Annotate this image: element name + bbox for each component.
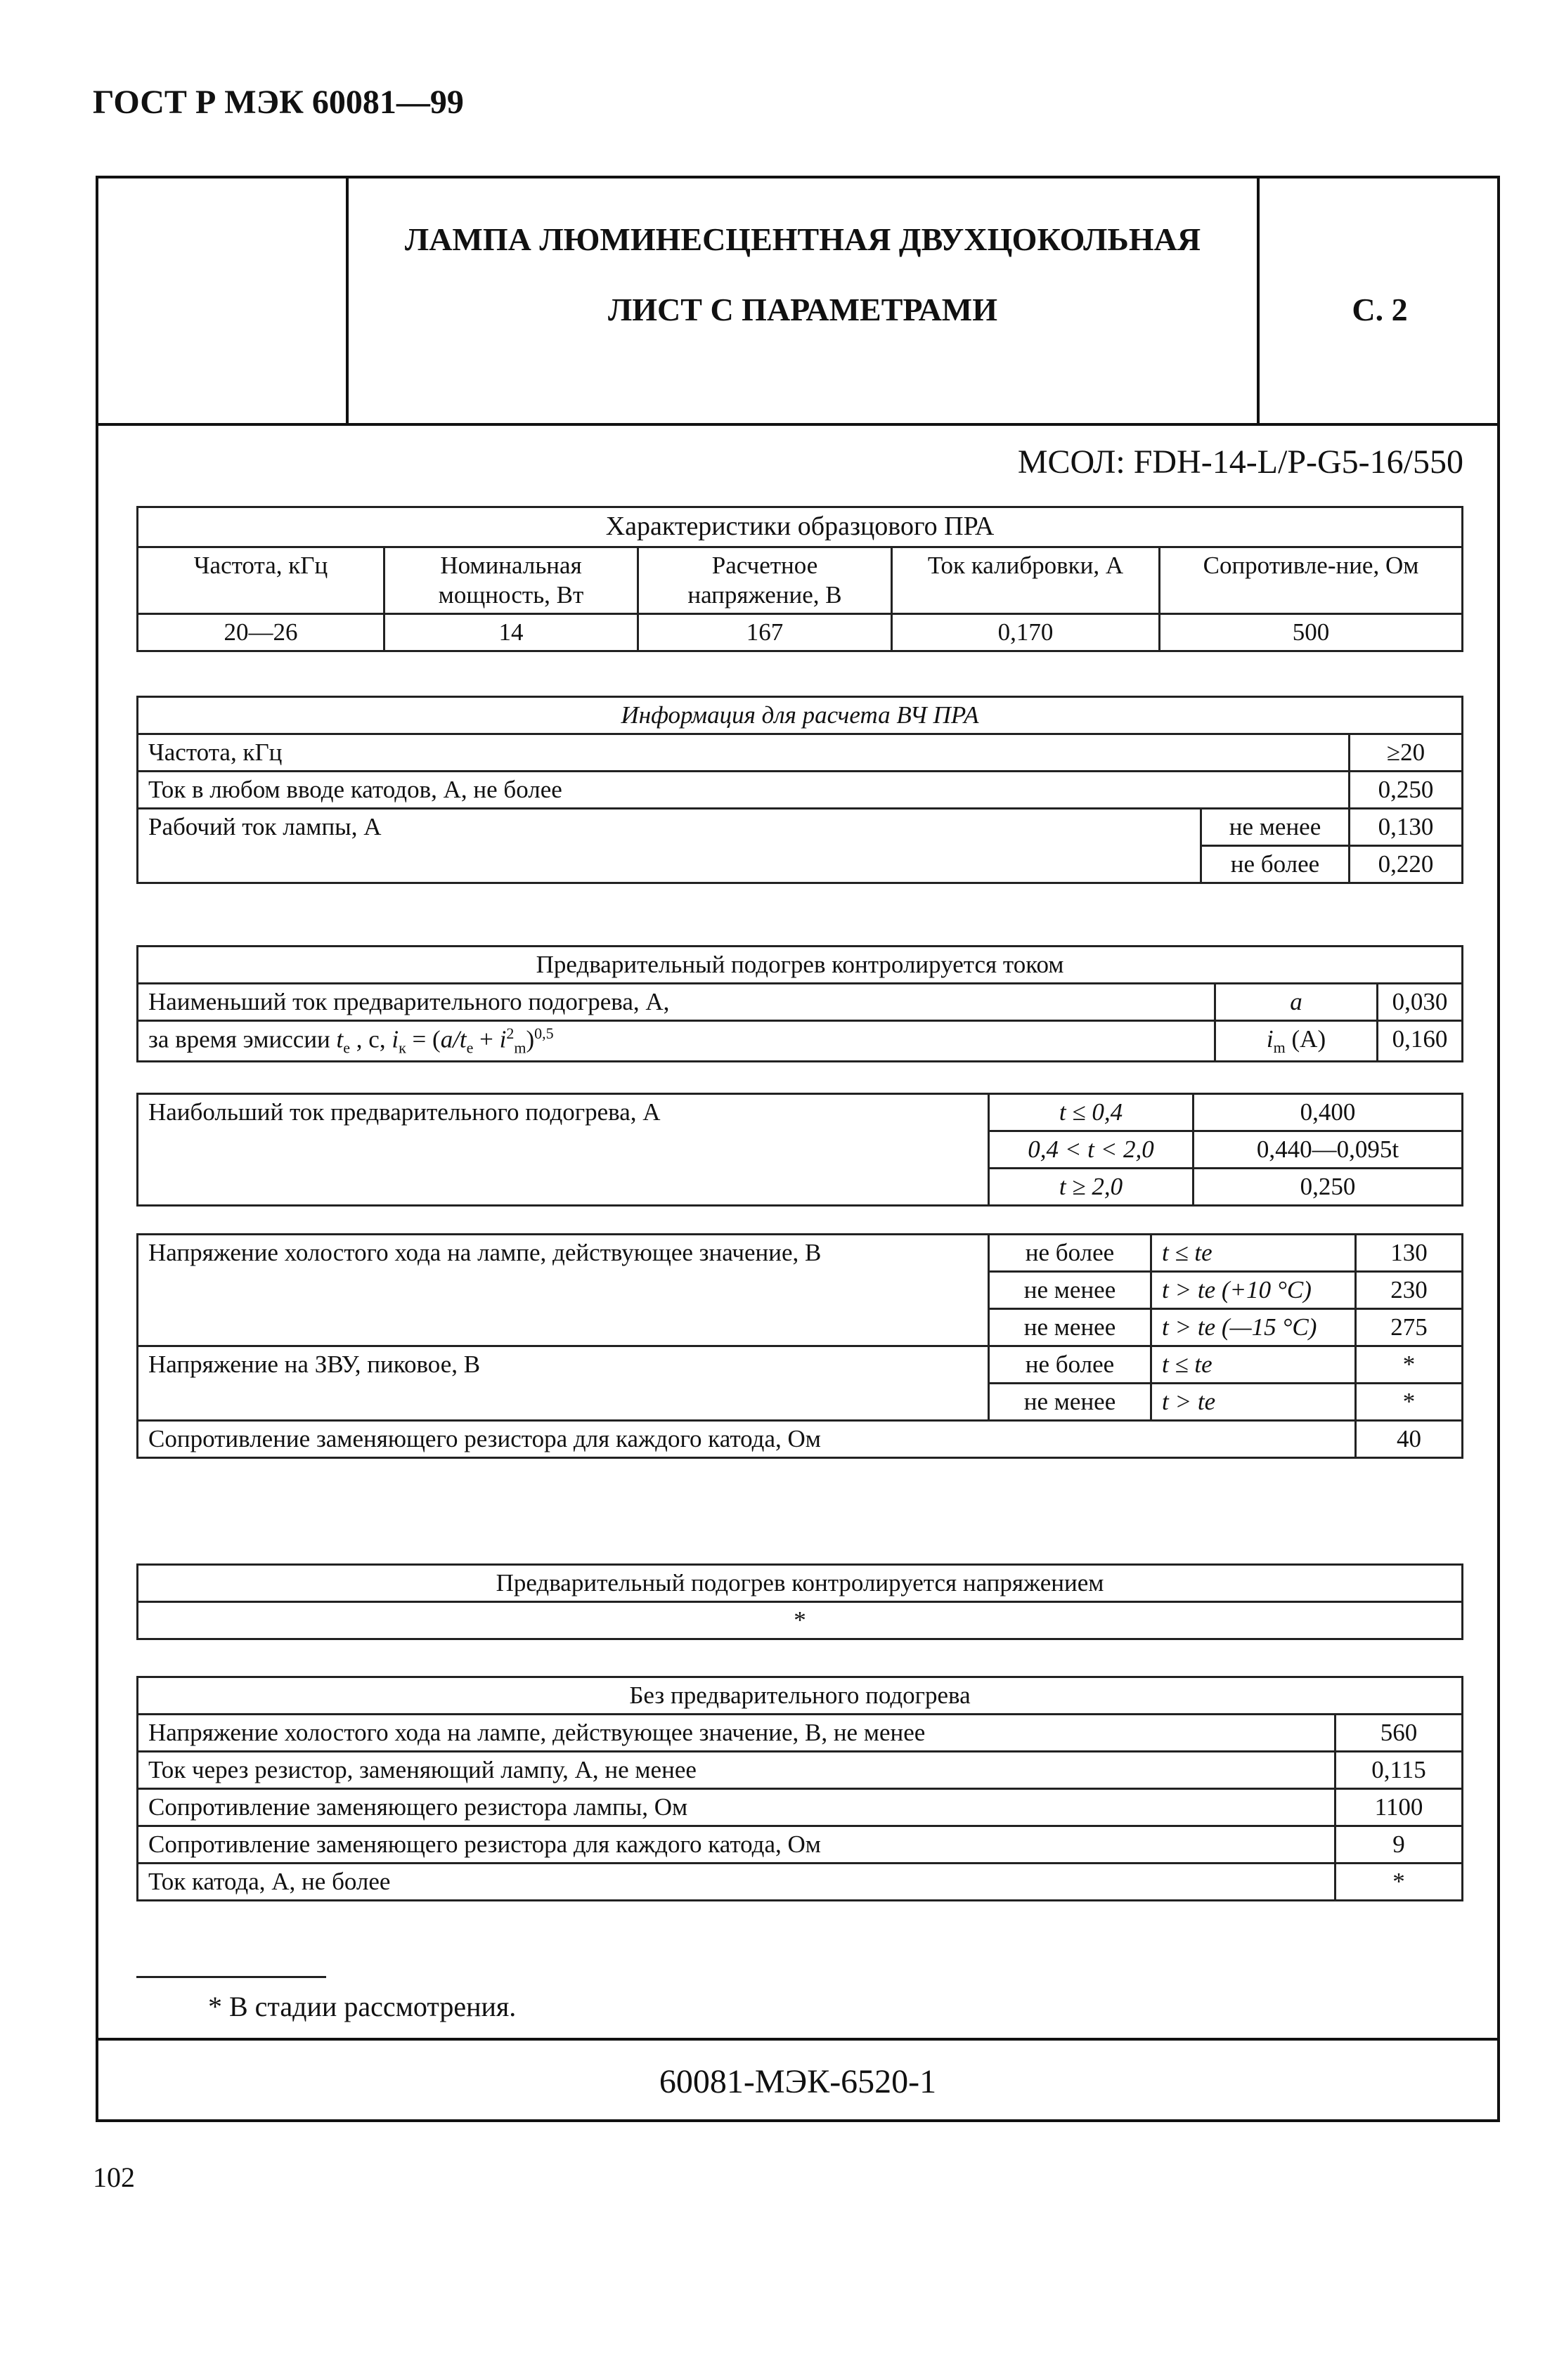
row-value: * bbox=[1336, 1864, 1463, 1901]
row-label: Частота, кГц bbox=[138, 734, 1350, 772]
limit-label: не более bbox=[1201, 846, 1350, 883]
col-header: Расчетное напряжение, В bbox=[638, 547, 892, 613]
row-label: Сопротивление заменяющего резистора лампы, Ом bbox=[138, 1789, 1336, 1826]
cell: 500 bbox=[1160, 613, 1463, 651]
row-label: Наибольший ток предварительного подогрева, А bbox=[138, 1094, 989, 1206]
row-label: Напряжение холостого хода на лампе, действующее значение, В, не менее bbox=[138, 1715, 1336, 1752]
row-label: Ток в любом вводе катодов, А, не более bbox=[138, 772, 1350, 809]
row-value: 560 bbox=[1336, 1715, 1463, 1752]
row-value: 275 bbox=[1356, 1309, 1463, 1346]
row-value: 0,160 bbox=[1378, 1021, 1463, 1062]
footnote: * В стадии рассмотрения. bbox=[208, 1991, 517, 2022]
row-value: 0,250 bbox=[1350, 772, 1463, 809]
col-header: Номинальная мощность, Вт bbox=[384, 547, 638, 613]
cell: 167 bbox=[638, 613, 892, 651]
row-label: Напряжение на ЗВУ, пиковое, В bbox=[138, 1346, 989, 1421]
cond-cell: t > tе bbox=[1151, 1384, 1356, 1421]
cell: 0,170 bbox=[892, 613, 1160, 651]
title-block bbox=[96, 176, 1500, 426]
cond-cell: 0,4 < t < 2,0 bbox=[989, 1131, 1194, 1169]
voltage-table bbox=[136, 1233, 1463, 1459]
limit-label: не более bbox=[989, 1346, 1151, 1384]
cond-cell: t > tе (+10 °С) bbox=[1151, 1272, 1356, 1309]
page-number: 102 bbox=[93, 2161, 135, 2193]
row-label: Сопротивление заменяющего резистора для каждого катода, Ом bbox=[138, 1421, 1356, 1458]
preheat-current-table bbox=[136, 945, 1463, 1062]
page-ref: С. 2 bbox=[1352, 292, 1408, 327]
footnote-rule bbox=[136, 1976, 326, 1978]
page-header: ГОСТ Р МЭК 60081—99 bbox=[93, 84, 464, 121]
limit-label: не менее bbox=[1201, 809, 1350, 846]
table-row bbox=[138, 1826, 1463, 1864]
ref-ballast-header-row bbox=[138, 547, 1463, 613]
cond-cell: t ≤ tе bbox=[1151, 1235, 1356, 1272]
row-label: Напряжение холостого хода на лампе, действующее значение, В bbox=[138, 1235, 989, 1346]
ref-ballast-title: Характеристики образцового ПРА bbox=[138, 507, 1463, 547]
preheat-voltage-table bbox=[136, 1563, 1463, 1640]
title-line-1: ЛАМПА ЛЮМИНЕСЦЕНТНАЯ ДВУХЦОКОЛЬНАЯ bbox=[404, 221, 1201, 257]
row-value: 0,130 bbox=[1350, 809, 1463, 846]
hf-info-table bbox=[136, 696, 1463, 884]
no-preheat-title: Без предварительного подогрева bbox=[138, 1677, 1463, 1715]
cond-cell: t > tе (—15 °С) bbox=[1151, 1309, 1356, 1346]
preheat-current-title: Предварительный подогрев контролируется током bbox=[138, 947, 1463, 984]
preheat-voltage-title: Предварительный подогрев контролируется напряжением bbox=[138, 1565, 1463, 1602]
col-header: Ток калибровки, А bbox=[892, 547, 1160, 613]
hf-info-title: Информация для расчета ВЧ ПРА bbox=[138, 697, 1463, 734]
row-value: 0,440—0,095t bbox=[1194, 1131, 1463, 1169]
sheet-separator bbox=[96, 2038, 1500, 2041]
row-label: Рабочий ток лампы, А bbox=[138, 809, 1201, 883]
ref-ballast-value-row bbox=[138, 613, 1463, 651]
cond-cell: t ≤ tе bbox=[1151, 1346, 1356, 1384]
row-value: 0,115 bbox=[1336, 1752, 1463, 1789]
cond-cell: t ≤ 0,4 bbox=[989, 1094, 1194, 1131]
title-line-2: ЛИСТ С ПАРАМЕТРАМИ bbox=[607, 292, 998, 327]
limit-label: не менее bbox=[989, 1272, 1151, 1309]
row-label: Наименьший ток предварительного подогрева, А, bbox=[138, 984, 1215, 1021]
row-value: 0,250 bbox=[1194, 1169, 1463, 1206]
row-label: Ток через резистор, заменяющий лампу, А, не менее bbox=[138, 1752, 1336, 1789]
limit-label: не более bbox=[989, 1235, 1151, 1272]
row-value: * bbox=[1356, 1384, 1463, 1421]
cell: 20—26 bbox=[138, 613, 384, 651]
col-header: Сопротивле-ние, Ом bbox=[1160, 547, 1463, 613]
a-label: a bbox=[1215, 984, 1378, 1021]
table-row bbox=[138, 1752, 1463, 1789]
row-label: за время эмиссии $t_е$ , с, $i_к = (a/t_е + i^2_m)^{0,5}$ bbox=[138, 1021, 1215, 1062]
preheat-voltage-value: * bbox=[138, 1602, 1463, 1639]
lamp-designation: МСОЛ: FDH-14-L/P-G5-16/550 bbox=[1017, 443, 1463, 481]
cell: 14 bbox=[384, 613, 638, 651]
row-label: Сопротивление заменяющего резистора для каждого катода, Ом bbox=[138, 1826, 1336, 1864]
row-value: * bbox=[1356, 1346, 1463, 1384]
max-preheat-table bbox=[136, 1093, 1463, 1207]
row-value: 0,030 bbox=[1378, 984, 1463, 1021]
row-value: 40 bbox=[1356, 1421, 1463, 1458]
row-label: Ток катода, А, не более bbox=[138, 1864, 1336, 1901]
im-label: $i_m$ (А) bbox=[1215, 1021, 1378, 1062]
limit-label: не менее bbox=[989, 1309, 1151, 1346]
sheet-number: 60081-МЭК-6520-1 bbox=[659, 2063, 937, 2100]
row-value: 130 bbox=[1356, 1235, 1463, 1272]
emission-time-label: за время эмиссии bbox=[148, 1025, 330, 1053]
col-header: Частота, кГц bbox=[138, 547, 384, 613]
row-value: 1100 bbox=[1336, 1789, 1463, 1826]
table-row bbox=[138, 1715, 1463, 1752]
row-value: 230 bbox=[1356, 1272, 1463, 1309]
table-row bbox=[138, 1864, 1463, 1901]
row-value: 9 bbox=[1336, 1826, 1463, 1864]
ref-ballast-table bbox=[136, 506, 1463, 652]
row-value: ≥20 bbox=[1350, 734, 1463, 772]
cond-cell: t ≥ 2,0 bbox=[989, 1169, 1194, 1206]
limit-label: не менее bbox=[989, 1384, 1151, 1421]
table-row bbox=[138, 1789, 1463, 1826]
row-value: 0,400 bbox=[1194, 1094, 1463, 1131]
no-preheat-table bbox=[136, 1676, 1463, 1901]
row-value: 0,220 bbox=[1350, 846, 1463, 883]
